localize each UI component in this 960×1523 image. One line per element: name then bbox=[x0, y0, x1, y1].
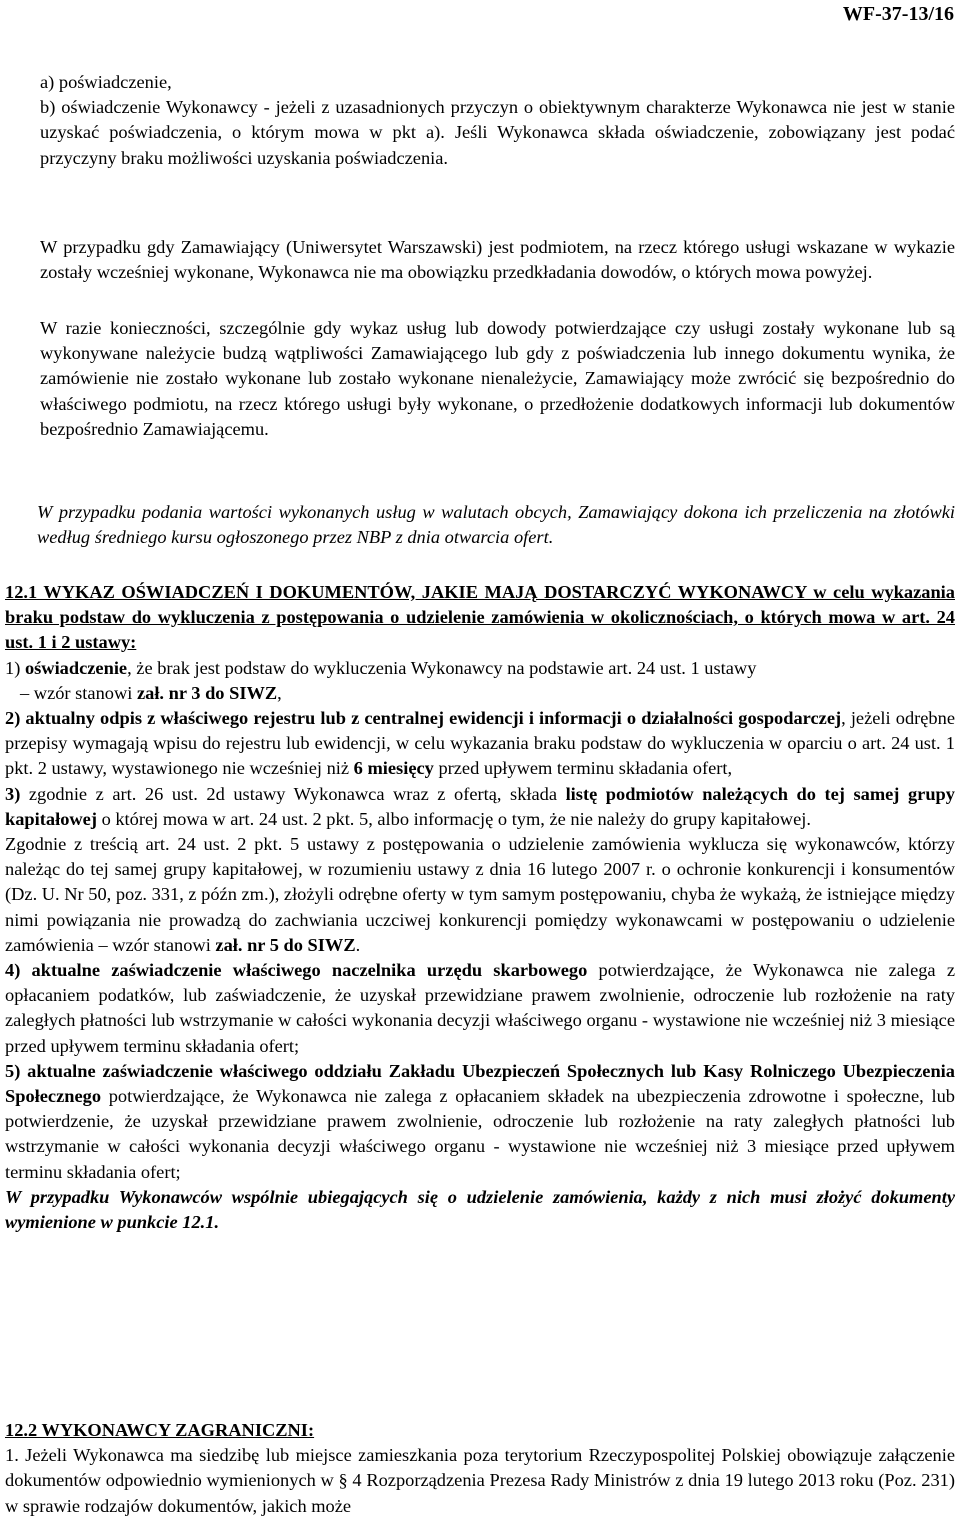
intro-item-b: b) oświadczenie Wykonawcy - jeżeli z uzasadnionych przyczyn o obiektywnym charakterze Wykonawca nie jest w stanie uzyskać poświadczenia, o którym mowa w pkt a). Jeśli Wykonawca składa oświadczenie, zobowiązany jest podać przyczyny braku możliwości uzyskania poświadczenia. bbox=[40, 97, 955, 168]
paragraph-currency: W przypadku podania wartości wykonanych usług w walutach obcych, Zamawiający dokona ich przeliczenia na złotówki według średniego kursu ogłoszonego przez NBP z dnia otwarcia ofert. bbox=[37, 502, 955, 548]
paragraph-uw: W przypadku gdy Zamawiający (Uniwersytet Warszawski) jest podmiotem, na rzecz którego usługi wskazane w wykazie zostały wcześniej wykonane, Wykonawca nie ma obowiązku przedkładania dowodów, o których mowa powyżej. bbox=[40, 237, 955, 283]
group-paragraph: Zgodnie z treścią art. 24 ust. 2 pkt. 5 ustawy z postępowania o udzielenie zamówienia wyklucza się wykonawców, którzy należąc do tej samej grupy kapitałowej, w rozumieniu ustawy z dnia 16 lutego 2007 r. o ochronie konkurencji i konsumentów (Dz. U. Nr 50, poz. 331, z późn zm.), złożyli odrębne oferty w tym samym postępowaniu, chyba że wykażą, że istniejące między nimi powiązania nie prowadzą do zachwiania uczciwej konkurencji pomiędzy wykonawcami w postępowaniu o udzielenie zamówienia – wzór stanowi zał. nr 5 do SIWZ. bbox=[5, 834, 955, 955]
item-5: 5) aktualne zaświadczenie właściwego oddziału Zakładu Ubezpieczeń Społecznych lub Kasy Rolniczego Ubezpieczenia Społecznego potwierdzające, że Wykonawca nie zalega z opłacaniem składek na ubezpieczenia zdrowotne i społeczne, lub potwierdzenie, że uzyskał przewidziane prawem zwolnienie, odroczenie lub rozłożenie na raty zaległych płatności lub wstrzymanie w całości wykonania decyzji właściwego organu - wystawione nie wcześniej niż 3 miesiące przed upływem terminu składania ofert; bbox=[5, 1060, 955, 1182]
section-12-1 bbox=[5, 580, 955, 1235]
document-reference: WF-37-13/16 bbox=[842, 3, 954, 25]
item-2: 2) aktualny odpis z właściwego rejestru lub z centralnej ewidencji i informacji o działalności gospodarczej, jeżeli odrębne przepisy wymagają wpisu do rejestru lub ewidencji, w celu wykazania braku podstaw do wykluczenia w oparciu o art. 24 ust. 1 pkt. 2 ustawy, wystawionego nie wcześniej niż 6 miesięcy przed upływem terminu składania ofert, bbox=[5, 708, 955, 779]
item-1: 1) oświadczenie, że brak jest podstaw do wykluczenia Wykonawcy na podstawie art. 24 ust. 1 ustawy bbox=[5, 657, 757, 678]
item-3: 3) zgodnie z art. 26 ust. 2d ustawy Wykonawca wraz z ofertą, składa listę podmiotów należących do tej samej grupy kapitałowej o której mowa w art. 24 ust. 2 pkt. 5, albo informację o tym, że nie należy do grupy kapitałowej. bbox=[5, 783, 955, 829]
item-1-form: – wzór stanowi zał. nr 3 do SIWZ, bbox=[20, 682, 282, 703]
item-4: 4) aktualne zaświadczenie właściwego naczelnika urzędu skarbowego potwierdzające, że Wykonawca nie zalega z opłacaniem podatków, lub zaświadczenie, że uzyskał przewidziane prawem zwolnienie, odroczenie lub rozłożenie na raty zaległych płatności lub wstrzymanie w całości wykonania decyzji właściwego organu - wystawione nie wcześniej niż 3 miesiące przed upływem terminu składania ofert; bbox=[5, 960, 955, 1056]
paragraph-doubt: W razie konieczności, szczególnie gdy wykaz usług lub dowody potwierdzające czy usługi zostały wykonane lub są wykonywane należycie budzą wątpliwości Zamawiającego lub gdy z poświadczenia lub innego dokumentu wynika, że zamówienie nie zostało wykonane lub zostało wykonane nienależycie, Zamawiający może zwrócić się bezpośrednio do właściwego podmiotu, na rzecz którego usługi były wykonane, o przedłożenie dodatkowych informacji lub dokumentów bezpośrednio Zamawiającemu. bbox=[40, 318, 955, 439]
intro-item-a: a) poświadczenie, bbox=[40, 72, 172, 92]
section-12-2-item-1: 1. Jeżeli Wykonawca ma siedzibę lub miejsce zamieszkania poza terytorium Rzeczypospolitej Polskiej obowiązuje załączenie dokumentów odpowiednio wymienionych w § 4 Rozporządzenia Prezesa Rady Ministrów z dnia 19 lutego 2013 roku (Poz. 231) w sprawie rodzajów dokumentów, jakich może bbox=[5, 1445, 955, 1516]
joint-note: W przypadku Wykonawców wspólnie ubiegających się o udzielenie zamówienia, każdy z nich musi złożyć dokumenty wymienione w punkcie 12.1. bbox=[5, 1186, 955, 1233]
section-12-2 bbox=[5, 1418, 955, 1519]
section-12-1-heading: 12.1 WYKAZ OŚWIADCZEŃ I DOKUMENTÓW, JAKIE MAJĄ DOSTARCZYĆ WYKONAWCY w celu wykazania braku podstaw do wykluczenia z postępowania o udzielenie zamówienia w okolicznościach, o których mowa w art. 24 ust. 1 i 2 ustawy: bbox=[5, 582, 955, 653]
section-12-2-heading: 12.2 WYKONAWCY ZAGRANICZNI: bbox=[5, 1420, 315, 1440]
intro-list bbox=[40, 70, 955, 171]
